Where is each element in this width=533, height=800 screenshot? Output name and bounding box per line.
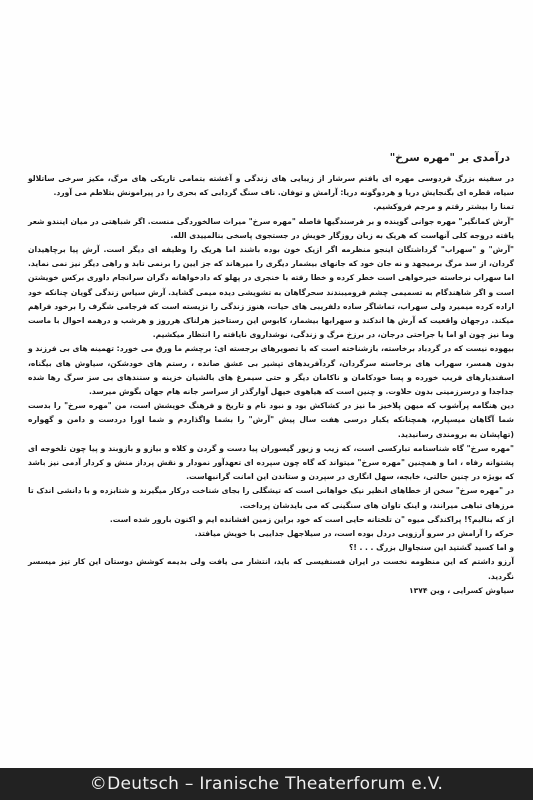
paragraph: تمنا را بیشتر رقتم و مرجم فروکشیم. — [373, 202, 514, 212]
paragraph: و اما کسید گشتید این سنجاوال بزرگ . . . !؟ — [348, 543, 514, 553]
document-body — [28, 150, 514, 598]
document-title: درآمدی بر "مهره سرخ" — [389, 152, 510, 164]
copyright-watermark: ©Deutsch – Iranische Theaterforum e.V. — [0, 768, 533, 800]
paragraph: از که بنالیم؟! پراکندگی میوه "ن تلختانه حایی است که خود براین زمین افشانده ایم و اکنون بارور شده است. — [109, 514, 514, 524]
paragraph: "مهره سرخ" گاه شناسنامه تبارکسی است، که زیب و زیور گیسوران پیا دست و گردن و کلاه و بیازو و بازوبند و پیا چون تلخوجه ای پشتوانه رفاه ، اما و همچنین "مهره سرخ" میتواند که گاه چون سپرده ای تعهدآور نمودار و نقش پرداز منش و کردار آدمی نیز باشد که بویژه در چنین حالتی، خابجه، سهل انگاری در سپردن و ستاندن این امانت گرانبهاست. — [28, 443, 514, 482]
paragraph: در سفینه بزرگ فردوسی مهره ای یافتم سرشار از زیبایی های زندگی و آغشته بتمامی تاریکی های مرگ، مکیز سرخی ساتلالو سیاه، قطره ای بگنجایش دریا و هردوگونه دریا: آرامش و توفان. ناف سنگ گردابی که بحری را در پیرامونش بتلاطم می آورد. — [28, 174, 514, 198]
paragraph: آرزو داشتم که این منظومه نخست در ایران فسنفیسی که باید، انتشار می یافت ولی بدیمه کوشش دوستان این کار تیز میسسر نگردید. — [28, 557, 514, 581]
paragraph: در "مهره سرخ" سخن از خطاهای انظیر نیک خواهانی است که تیشگلی را بجای شناخت درکار میگیرند و شتابزده و با دانشی اندک تا مرزهای تباهی میرانند، و اینک تاوان های سنگینی که می بایدشان پرداخت. — [28, 486, 514, 510]
paragraph: دین هنگامه پرآشوب که میهن پلاخیز ما نیز در کشاکش بود و نبود نام و تاریخ و فرهنگ خویشش است، من "مهره سرخ" را بدست شما آگاهان میسپارم، همچنانکه یکبار درسی هفت سال پیش "آرش" را بشما واگذاردم و شما اورا دردست و دامن و گهواره (تهاپشان به برومندی رسانیدید. — [28, 401, 514, 439]
paragraph: بیهوده نیست که در گردباد برخاسته، بازشناخته است که با تصویرهای برجسته ای: برچشم ما ورق می خورد: تهمینه های بی فرزند و بدون همسر، سهراب های برخاسته سرگردان، گردآفریدهای تپشیر بی عشق صانده ، رستم های خودشکن، سیاوش های بیگناه، اسفندیارهای فریب خورده و پسا خودکامان و ناکامان دیگر و حتی سیمرغ های بالشیان خزینه و سنندهای بی سز سرگ رها شده جداجدا و درسرزمینی بدون حلاوت. و چنین است که هیاهوی خیهل آوارگذر از سراسر جانه هام جهان بگوش میرسد. — [28, 344, 514, 397]
paragraph: "آرش" و "سهراب" گرداشتگان اینجو منظرمه اگر ازیک خون بوده باشند اما هریک را وظیفه ای دیگر است. آرش پیا برچاهیدان گردان، از سد مرگ برمیجهد و نه جان خود که جانهای بیشمار دیگری را میرهاند که جز ایین را برنمی تابد و راهی دیگر نیز نمی نماید. اما سهراب نرخاسته خیرخواهی است خطر کرده و خطا رفته با خنجری در پهلو که دادخواهانه دگران سرانجام داوری برکس خویشتن است و اگر شاهندگام به تسمیمی چشم فرومیبندند سحرگاهان به تشویشی دیده میمی گشاید. آرش سیاس زندگی گویان چنانکه خود اراده کرده میمیرد ولی سهراب، تماشاگر ساده دلفریبی های حیات، هنوز زندگی را نزیسته است که فرجامی شگرف را برخود فراهم میکند. درجهان واقعیت که آرش ها اندکند و سهرابها بیشمار، کابوس این رستاخیز هرلناک هرروز و هرشب و درهمه احوال با ماست وما نیز چون او اما یا جراحتی درجان، در برزخ مرگ و زندگی، نوشداروی نایافته را انتظار میکشیم. — [28, 245, 514, 340]
paragraph: "آرش کمانگیر" مهره جوانی گوینده و بر فرسندگیها فاصله "مهره سرخ" میراث سالخوردگی منست. اگر شباهتی در میان اینندو شعر یافته دروجه کلی آنهاست که هریک به زبان روزگار خویش در جستجوی پاسخی بنالمییدی الله. — [28, 216, 514, 240]
signature-line: سیاوش کسرایی ، وین ۱۳۷۴ — [408, 585, 514, 595]
paragraph: حرکه را آرامش در سرو آرزویی دردل بوده است، در سیلاجهل جداییی با خویش میافتد. — [194, 529, 514, 539]
